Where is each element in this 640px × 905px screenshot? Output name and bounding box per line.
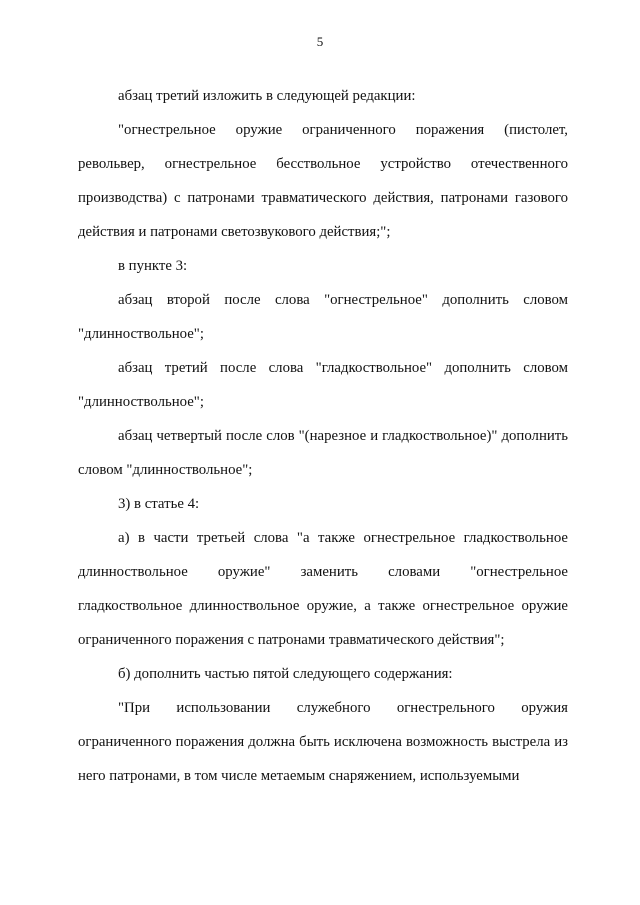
paragraph-8: а) в части третьей слова "а также огнестрельное гладкоствольное длинноствольное оружие" заменить словами "огнестрельное гладкоствольное длинноствольное оружие, а также огнестрельное оружие ограниченного поражения с патронами травматического действия"; [78,530,568,648]
document-body [78,79,568,793]
paragraph-6: абзац четвертый после слов "(нарезное и гладкоствольное)" дополнить словом "длинноствольное"; [78,428,568,478]
paragraph-2: "огнестрельное оружие ограниченного поражения (пистолет, револьвер, огнестрельное бесствольное устройство отечественного производства) с патронами травматического действия, патронами газового действия и патронами светозвукового действия;"; [78,122,568,240]
page-number: 5 [316,34,324,49]
paragraph-9: б) дополнить частью пятой следующего содержания: [118,666,453,682]
paragraph-10: "При использовании служебного огнестрельного оружия ограниченного поражения должна быть исключена возможность выстрела из него патронами, в том числе метаемым снаряжением, используемыми [78,700,568,784]
paragraph-5: абзац третий после слова "гладкоствольное" дополнить словом "длинноствольное"; [78,360,568,410]
paragraph-4: абзац второй после слова "огнестрельное" дополнить словом "длинноствольное"; [78,292,568,342]
paragraph-1: абзац третий изложить в следующей редакции: [118,88,416,104]
paragraph-3: в пункте 3: [118,258,188,274]
paragraph-7: 3) в статье 4: [118,496,200,512]
